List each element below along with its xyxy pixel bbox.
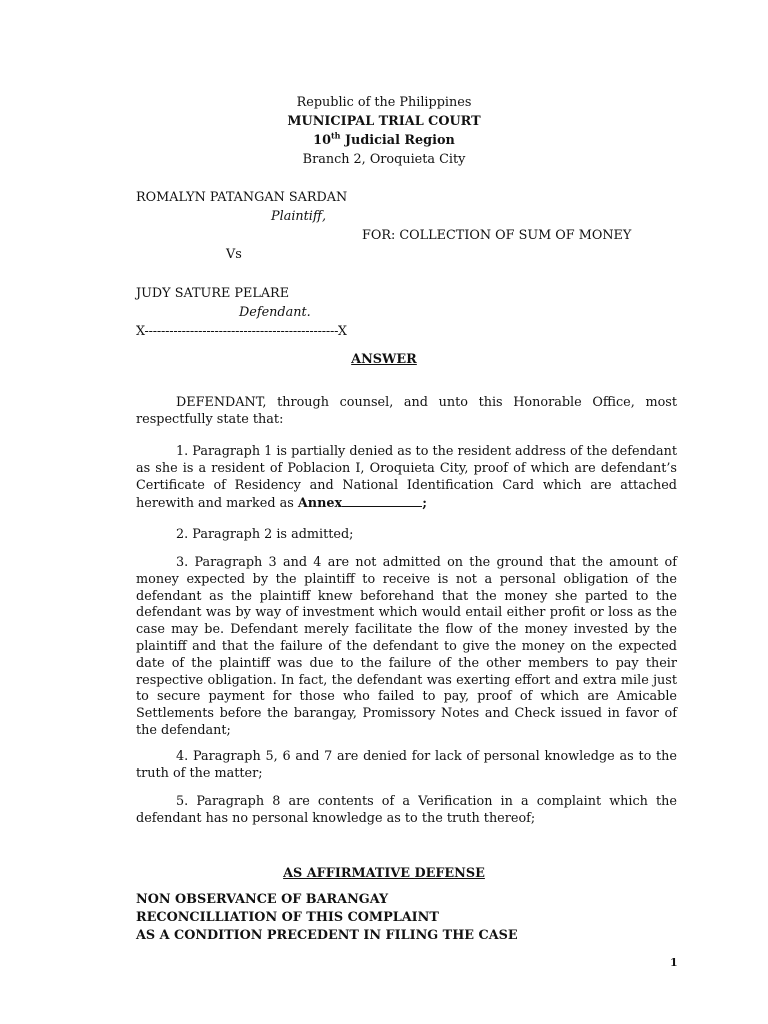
- intro-paragraph: [136, 395, 677, 429]
- affirmative-line-1: NON OBSERVANCE OF BARANGAY: [136, 892, 389, 907]
- paragraph-5-text: 5. Paragraph 8 are contents of a Verification in a complaint which the defendant has no personal knowledge as to the truth thereof;: [136, 794, 677, 826]
- paragraph-3: [136, 555, 677, 740]
- header-republic: Republic of the Philippines: [296, 95, 472, 110]
- affirmative-line-2: RECONCILLIATION OF THIS COMPLAINT: [136, 910, 439, 925]
- annex-label: Annex: [297, 496, 343, 512]
- paragraph-2: [136, 527, 677, 544]
- region-label: Judicial Region: [340, 133, 455, 148]
- paragraph-4-text: 4. Paragraph 5, 6 and 7 are denied for lack of personal knowledge as to the truth of the matter;: [136, 749, 677, 781]
- header-branch: Branch 2, Oroquieta City: [302, 152, 466, 167]
- case-nature: FOR: COLLECTION OF SUM OF MONEY: [362, 228, 632, 243]
- header-region: [0, 130, 768, 150]
- page-number: 1: [670, 956, 678, 969]
- region-suffix: th: [330, 130, 341, 141]
- paragraph-5: [136, 794, 677, 828]
- versus-label: Vs: [226, 247, 242, 262]
- document-title: ANSWER: [351, 352, 417, 367]
- paragraph-1: [136, 444, 677, 513]
- paragraph-2-text: 2. Paragraph 2 is admitted;: [176, 527, 354, 542]
- region-number: 10: [313, 133, 331, 148]
- defendant-role: Defendant.: [239, 305, 311, 320]
- plaintiff-role: Plaintiff,: [271, 209, 327, 224]
- paragraph-1-text: [136, 444, 677, 513]
- annex-blank-line: [342, 494, 422, 507]
- paragraph-1-body: 1. Paragraph 1 is partially denied as to the resident address of the defendant as she is a resident of Poblacion I, Oroquieta City, proof of which are defendant’s Certificate of Residency and National Identification Card which are attached herewith and marked as: [136, 444, 678, 512]
- caption-separator: X-----------------------------------------------X: [136, 324, 347, 339]
- paragraph-4: [136, 749, 677, 783]
- affirmative-defense-heading: AS AFFIRMATIVE DEFENSE: [283, 866, 485, 881]
- paragraph-1-end: ;: [422, 496, 427, 512]
- plaintiff-name: ROMALYN PATANGAN SARDAN: [136, 190, 348, 205]
- intro-text: DEFENDANT, through counsel, and unto this Honorable Office, most respectfully state that:: [136, 395, 677, 427]
- defendant-name: JUDY SATURE PELARE: [136, 286, 290, 301]
- header-court: MUNICIPAL TRIAL COURT: [287, 114, 481, 129]
- paragraph-3-text: 3. Paragraph 3 and 4 are not admitted on the ground that the amount of money expected by the plaintiff to receive is not a personal obligation of the defendant as the plaintiff knew beforehand that the money she parted to the defendant was by way of investment which would entail either profit or loss as the case may be. Defendant merely facilitate the flow of the money invested by the plaintiff and that the failure of the defendant to give the money on the expected date of the plaintiff was due to the failure of the other members to pay their respective obligation. In fact, the defendant was exerting effort and extra mile just to secure payment for those who failed to pay, proof of which are Amicable Settlements before the barangay, Promissory Notes and Check issued in favor of the defendant;: [136, 555, 677, 738]
- affirmative-line-3: AS A CONDITION PRECEDENT IN FILING THE CASE: [136, 928, 518, 943]
